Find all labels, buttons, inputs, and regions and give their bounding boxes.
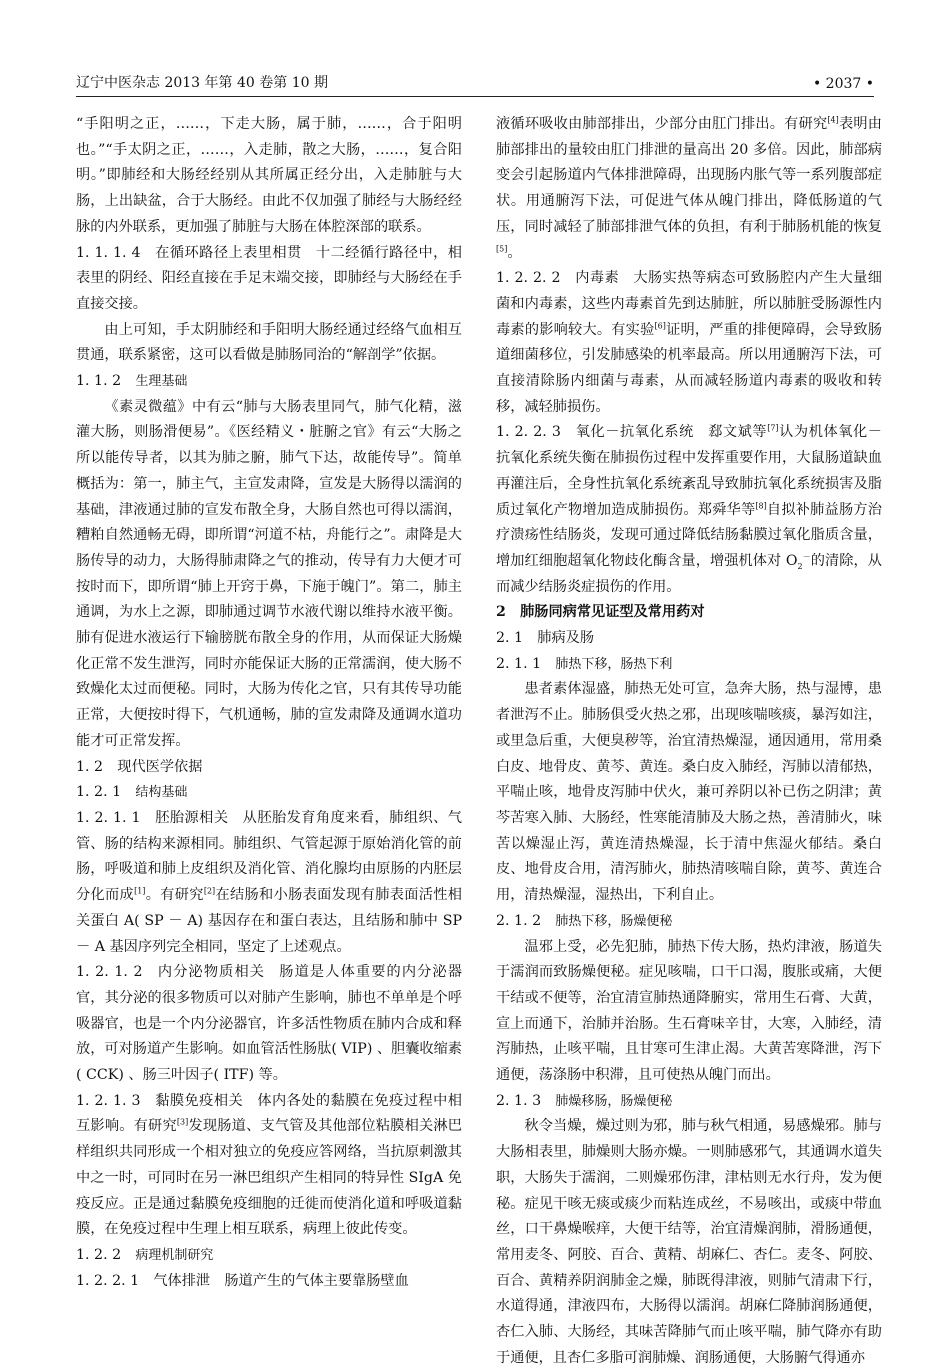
journal-title: 辽宁中医杂志 2013 年第 40 卷第 10 期 <box>76 75 328 91</box>
paragraph-text: 郄文斌等 <box>708 424 768 441</box>
section-title: 气体排泄 <box>153 1272 211 1289</box>
citation-ref[interactable]: [7] <box>767 423 779 433</box>
section-number: 1. 2 <box>76 758 104 775</box>
section-title: 结构基础 <box>135 785 188 801</box>
citation-ref[interactable]: [6] <box>654 320 666 330</box>
paragraph: 《素灵微蕴》中有云“肺与大肠表里同气，肺气化精，滋灌大肠，则肠滑便易”。《医经精义・脏腑之官》有云“大肠之所以能传导者，以其为肺之腑，肺气下达，故能传导”。简单概括为：第一，肺主气，主宣发肃降，宣发是大肠得以濡润的基础，津液通过肺的宣发布散全身，大肠自然也可得以濡润，糟粕自然通畅无碍，即所谓“河道不枯，舟能行之”。肃降是大肠传导的动力，大肠得肺肃降之气的推动，传导有力大便才可按时而下，即所谓“肺上开窍于鼻，下施于魄门”。第二，肺主通调，为水上之源，即肺通过调节水液代谢以维持水液平衡。肺有促进水液运行下输膀胱布散全身的作用，从而保证大肠燥化正常不发生泄泻，同时亦能保证大肠的正常濡润，使大肠不致燥化太过而便秘。同时，大肠为传化之官，只有其传导功能正常，大便按时得下，气机通畅，肺的宣发肃降及通调水道功能才可正常发挥。 <box>76 398 462 749</box>
running-header <box>76 64 874 92</box>
section-title: 肺燥移肠，肠燥便秘 <box>555 1093 673 1109</box>
paragraph-text: 发现肠道、支气管及其他部位粘膜相关淋巴样组织共同形成一个相对独立的免疫应答网络，当抗原刺激其中之一时，可同时在另一淋巴组织产生相同的特异性 SIgA 免疫反应。正是通过黏膜免疫细胞的迁徙而使消化道和呼吸道黏膜，在免疫过程中生理上相互联系，病理上彼此传变。 <box>76 1118 462 1238</box>
section-heading <box>76 241 462 318</box>
citation-ref[interactable]: [1] <box>134 886 146 896</box>
paragraph-text: 肠道是人体重要的内分泌器官，其分泌的很多物质可以对肺产生影响，肺也不单单是个呼吸器官，也是一个内分泌器官，许多活性物质在肺内合成和释放，可对肠道产生影响。如血管活性肠肽( VIP) 、胆囊收缩素( CCK) 、肠三叶因子( ITF) 等。 <box>76 964 462 1084</box>
section-number: 1. 2. 2. 2 <box>496 270 561 287</box>
section-heading <box>76 780 462 806</box>
section-heading <box>76 806 462 960</box>
section-title: 在循环路径上表里相贯 <box>154 244 302 261</box>
section-heading <box>496 1089 882 1115</box>
section-heading <box>76 1243 462 1269</box>
paragraph-text: 体内各处的黏膜在免疫过程中相互影响。有研究 <box>76 1092 462 1135</box>
citation-ref[interactable]: [4] <box>827 115 839 125</box>
section-heading <box>76 755 462 781</box>
subscript: 2 <box>797 561 803 571</box>
citation-ref[interactable]: [2] <box>203 886 216 896</box>
section-title: 肺热下移，肠热下利 <box>555 656 673 672</box>
section-heading <box>76 1269 462 1295</box>
paragraph-text: 表明由肺部排出的量较由肛门排泄的量高出 20 多倍。因此，肺部病变会引起肠道内气体排泄障碍，出现肠内胀气等一系列腹部症状。用通腑泻下法，可促进气体从魄门排出，降低肠道的气压，同时减轻了肺部排泄气体的负担，有利于肺肠机能的恢复 <box>496 116 882 235</box>
paragraph-text: 。有研究 <box>145 887 204 904</box>
section-number: 1. 2. 2. 3 <box>496 424 561 441</box>
paragraph-text: 液循环吸收由肺部排出，少部分由肛门排出。有研究 <box>496 116 828 132</box>
paragraph: 秋令当燥，燥过则为邪，肺与秋气相通，易感燥邪。肺与大肠相表里，肺燥则大肠亦燥。一则肺感邪气，其通调水道失职，大肠失于濡润，二则燥邪伤津，津枯则无水行舟，发为便秘。症见干咳无痰或痰少而粘连成丝，不易咳出，或痰中带血丝，口干鼻燥喉痒，大便干结等，治宜清燥润肺，滑肠通便，常用麦冬、阿胶、百合、黄精、胡麻仁、杏仁。麦冬、阿胶、百合、黄精养阴润肺金之燥，肺既得津液，则肺气清肃下行，水道得通，津液四布，大肠得以濡润。胡麻仁降肺润肠通便，杏仁入肺、大肠经，其味苦降肺气而止咳平喘，肺气降亦有助于通便，且杏仁多脂可润肺燥、润肠通便，大肠腑气得通亦 <box>496 1118 882 1366</box>
section-number: 1. 2. 1. 3 <box>76 1092 141 1109</box>
section-heading <box>496 266 882 420</box>
section-heading <box>496 600 882 626</box>
citation-ref[interactable]: [8] <box>755 500 767 510</box>
paragraph-text: 的清除，从而减少结肠炎症损伤的作用。 <box>496 552 882 595</box>
section-title: 黏膜免疫相关 <box>154 1092 244 1109</box>
paragraph-text: 十二经循行路径中，相表里的阴经、阳经直接在手足末端交接，即肺经与大肠经在手直接交接。 <box>76 244 462 312</box>
section-number: 2. 1. 3 <box>496 1092 542 1109</box>
paragraph <box>496 112 882 266</box>
citation-ref[interactable]: [5] <box>496 243 508 253</box>
section-number: 1. 2. 1 <box>76 784 122 801</box>
left-column <box>76 112 462 1294</box>
section-number: 1. 1. 1. 4 <box>76 244 141 261</box>
section-heading <box>76 369 462 395</box>
paragraph-text: 。 <box>507 244 522 261</box>
paragraph-text: 证明，严重的排便障碍，会导致肠道细菌移位，引发肺感染的机率最高。所以用通腑泻下法，可直接清除肠内细菌与毒素，从而减轻肠道内毒素的吸收和转移，减轻肺损伤。 <box>496 321 882 415</box>
section-heading <box>76 960 462 1089</box>
paragraph: “手阳明之正，……，下走大肠，属于肺，……，合于阳明也。”“手太阴之正，……，入走肺，散之大肠，……，复合阳明。”即肺经和大肠经经别从其所属正经分出，入走肺脏与大肠，上出缺盆，合于大肠经。由此不仅加强了肺经与大肠经经脉的内外联系，更加强了肺脏与大肠在体腔深部的联系。 <box>76 116 462 235</box>
section-number: 1. 2. 1. 2 <box>76 964 143 981</box>
section-title: 现代医学依据 <box>117 758 203 775</box>
section-heading <box>496 652 882 678</box>
paragraph: 由上可知，手太阴肺经和手阳明大肠经通过经络气血相互贯通，联系紧密，这可以看做是肺肠同治的“解剖学”依据。 <box>76 321 462 364</box>
header-rule <box>76 96 874 97</box>
paragraph-text: 在结肠和小肠表面发现有肺表面活性相关蛋白 A( SP － A) 基因存在和蛋白表达，且结肠和肺中 SP － A 基因序列完全相同，坚定了上述观点。 <box>76 887 462 955</box>
paragraph-text: 大肠实热等病态可致肠腔内产生大量细菌和内毒素，这些内毒素首先到达肺脏，所以肺脏受肠源性内毒素的影响较大。有实验 <box>496 270 882 338</box>
paragraph-text: 自拟补肺益肠方治疗溃疡性结肠炎，发现可通过降低结肠黏膜过氧化脂质含量，增加红细胞超氧化物歧化酶含量，增强机体对 O <box>496 501 882 569</box>
right-column <box>496 112 882 1371</box>
section-title: 氧化－抗氧化系统 <box>575 424 694 441</box>
section-title: 肺病及肠 <box>537 630 595 647</box>
paragraph-text: 肠道产生的气体主要靠肠壁血 <box>224 1272 409 1289</box>
paragraph: 温邪上受，必先犯肺，肺热下传大肠，热灼津液，肠道失于濡润而致肠燥便秘。症见咳喘，口干口渴，腹胀或痛，大便干结或不便等，治宜清宣肺热通降腑实，常用生石膏、大黄，宣上而通下，治肺并治肠。生石膏味辛甘，大寒，入肺经，清泻肺热，止咳平喘，且甘寒可生津止渴。大黄苦寒降泄，泻下通便，荡涤肠中积滞，且可使热从魄门而出。 <box>496 938 882 1084</box>
section-heading <box>76 1089 462 1243</box>
citation-ref[interactable]: [3] <box>176 1117 189 1127</box>
section-heading <box>496 909 882 935</box>
section-title: 内分泌物质相关 <box>156 964 266 981</box>
section-title: 病理机制研究 <box>135 1247 214 1263</box>
paragraph: 患者素体湿盛，肺热无处可宣，急奔大肠，热与湿博，患者泄泻不止。肺肠俱受火热之邪，出现咳喘咳痰，暴泻如注，或里急后重，大便臭秽等，治宜清热燥湿，通因通用，常用桑白皮、地骨皮、黄芩、黄连。桑白皮入肺经，泻肺以清郁热，平喘止咳，地骨皮泻肺中伏火，兼可养阴以补已伤之阴津；黄芩苦寒入肺、大肠经，性寒能清肺及大肠之热，善清肺火，味苦以燥湿止泻，黄连清热燥湿，长于清中焦湿火郁结。桑白皮、地骨皮合用，清泻肺火，肺热清咳喘自除，黄芩、黄连合用，清热燥湿，湿热出，下利自止。 <box>496 681 882 904</box>
section-number: 2. 1. 1 <box>496 655 542 672</box>
paragraph-text: 认为机体氧化－抗氧化系统失衡在肺损伤过程中发挥重要作用，大鼠肠道缺血再灌注后，全身性抗氧化系统紊乱导致肺抗氧化系统损害及脂质过氧化产物增加造成肺损伤。郑舜华等 <box>496 424 882 518</box>
section-number: 2. 1. 2 <box>496 912 542 929</box>
section-number: 1. 2. 2. 1 <box>76 1272 140 1289</box>
section-title: 肺热下移，肠燥便秘 <box>555 913 673 929</box>
section-title: 肺肠同病常见证型及常用药对 <box>520 604 705 621</box>
section-number: 2 <box>496 604 506 621</box>
section-heading <box>496 626 882 652</box>
section-title: 胚胎源相关 <box>154 809 229 826</box>
section-number: 1. 2. 1. 1 <box>76 809 141 826</box>
page-number: • 2037 • <box>812 76 874 92</box>
section-number: 1. 2. 2 <box>76 1246 122 1263</box>
superscript: － <box>802 552 811 562</box>
section-number: 2. 1 <box>496 630 524 647</box>
section-title: 内毒素 <box>574 270 620 287</box>
paragraph-text: 从胚胎发育角度来看，肺组织、气管、肠的结构来源相同。肺组织、气管起源于原始消化管的前肠，呼吸道和肺上皮组织及消化管、消化腺均由原肠的内胚层分化而成 <box>76 809 462 904</box>
section-title: 生理基础 <box>135 374 188 390</box>
section-number: 1. 1. 2 <box>76 373 122 390</box>
section-heading <box>496 420 882 600</box>
